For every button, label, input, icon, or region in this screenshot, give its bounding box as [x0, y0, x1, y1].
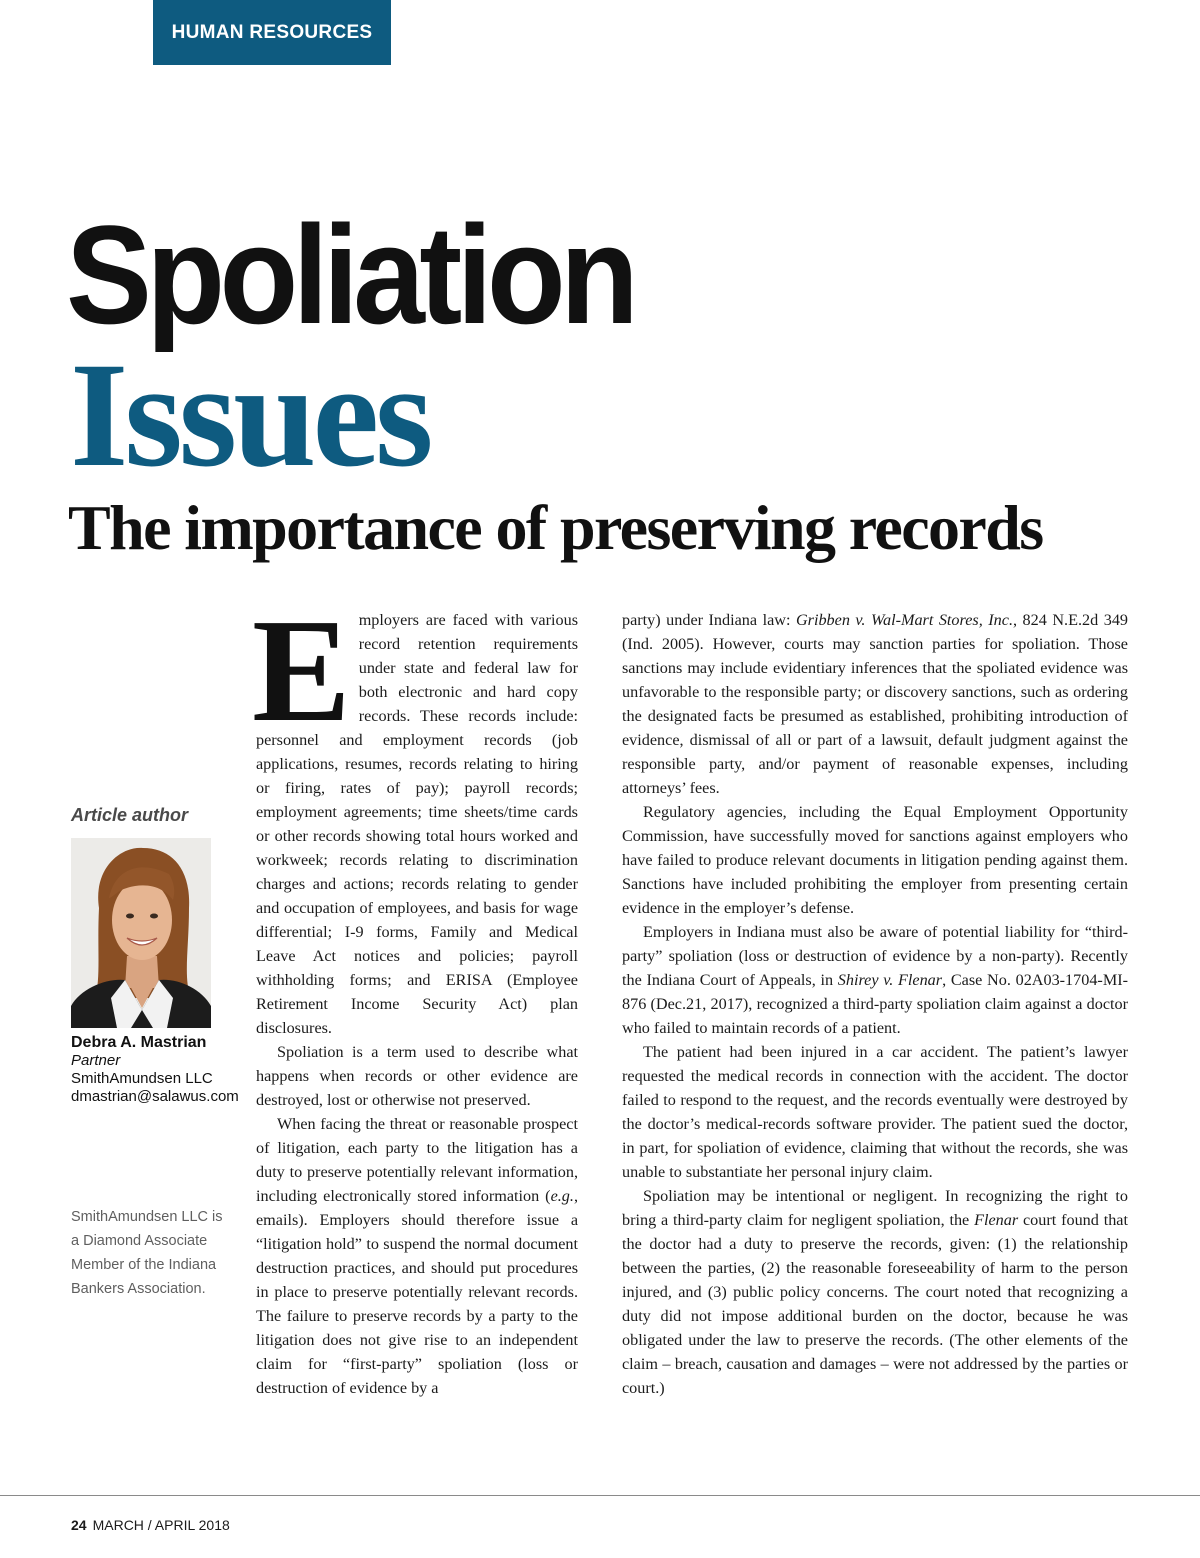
author-photo: [71, 838, 211, 1028]
paragraph: [622, 608, 1128, 800]
case-citation: Shirey v. Flenar: [837, 971, 943, 989]
paragraph-text: , emails). Employers should therefore issue a “litigation hold” to suspend the normal document destruction practices, and should put procedures in place to preserve potentially relevant records. The failure to preserve records by a party to the litigation does not give rise to an independent claim for “first-party” spoliation (loss or destruction of evidence by a: [256, 1187, 578, 1397]
case-citation: Gribben v. Wal-Mart Stores, Inc.: [795, 611, 1013, 629]
paragraph-text: party) under Indiana law:: [622, 611, 796, 629]
issue-date: MARCH / APRIL 2018: [92, 1517, 230, 1533]
paragraph: The patient had been injured in a car accident. The patient’s lawyer requested the medical records in connection with the accident. The doctor failed to respond to the request, and the records eventually were destroyed by the doctor’s medical-records software provider. The patient sued the doctor, in part, for spoliation of evidence, claiming that without the records, she was unable to substantiate her personal injury claim.: [622, 1043, 1128, 1181]
headline-line-2: Issues: [70, 332, 430, 498]
article-column-2: [622, 608, 1128, 1400]
paragraph-text: , Case No. 02A03-1704-MI-876 (Dec.21, 2017), recognized a third-party spoliation claim against a doctor who failed to maintain records of a patient.: [622, 971, 1128, 1037]
author-email[interactable]: dmastrian@salawus.com: [71, 1088, 239, 1105]
author-label: Article author: [71, 805, 189, 825]
paragraph-text: When facing the threat or reasonable prospect of litigation, each party to the litigation has a duty to preserve potentially relevant information, including electronically stored information (: [256, 1115, 578, 1205]
paragraph-text: mployers are faced with various record retention requirements under state and federal law for both electronic and hard copy records. These records include: personnel and employment records (job applications, resumes, records relating to hiring or firing, rates of pay); payroll records; employment agreements; time sheets/time cards or other records showing total hours worked and workweek; records relating to discrimination charges and actions; records relating to gender and occupation of employees, and basis for wage differential; I-9 forms, Family and Medical Leave Act notices and policies; payroll withholding forms; and ERISA (Employee Retirement Income Security Act) plan disclosures.: [256, 611, 578, 1037]
section-tab: HUMAN RESOURCES: [153, 0, 391, 65]
page-number: 24: [71, 1517, 87, 1533]
paragraph-text: Employers in Indiana must also be aware of potential liability for “third-party” spoliation (loss or destruction of evidence by a non-party). Recently the Indiana Court of Appeals, in: [622, 923, 1128, 989]
paragraph-text: court found that the doctor had a duty to preserve the records, given: (1) the relationship between the parties, (2) the reasonable foreseeability of harm to the person injured, and (3) public policy concerns. The court noted that recognizing a duty did not impose additional burden on the doctor, because he was obligated under the law to preserve the records. (The other elements of the claim – breach, causation and damages – were not addressed by the parties or court.): [622, 1211, 1128, 1397]
membership-note: SmithAmundsen LLC is a Diamond Associate Member of the Indiana Bankers Association.: [71, 1209, 223, 1297]
footer-divider: [0, 1495, 1200, 1496]
paragraph: Spoliation is a term used to describe what happens when records or other evidence are destroyed, lost or otherwise not preserved.: [256, 1043, 578, 1109]
author-role: Partner: [71, 1052, 121, 1069]
subtitle: The importance of preserving records: [68, 492, 1043, 563]
paragraph: [252, 589, 578, 1040]
author-portrait-image: [71, 838, 211, 1028]
case-citation: Flenar: [974, 1211, 1019, 1229]
page-footer: [71, 1517, 230, 1533]
paragraph: [622, 1184, 1128, 1400]
headline-line-1: Spoliation: [66, 196, 634, 353]
paragraph: Regulatory agencies, including the Equal Employment Opportunity Commission, have successfully moved for sanctions against employers who have failed to produce relevant documents in litigation pending against them. Sanctions have included prohibiting the employer from presenting certain evidence in the employer’s defense.: [622, 803, 1128, 917]
article-column-1: [252, 589, 578, 1400]
author-name: Debra A. Mastrian: [71, 1034, 207, 1051]
paragraph-text: Spoliation may be intentional or negligent. In recognizing the right to bring a third-party claim for negligent spoliation, the: [622, 1187, 1128, 1229]
italic-text: e.g.: [550, 1187, 574, 1205]
paragraph-text: , 824 N.E.2d 349 (Ind. 2005). However, courts may sanction parties for spoliation. Those sanctions may include evidentiary inferences that the spoliated evidence was unfavorable to the responsible party; or discovery sanctions, such as ordering the designated facts be presumed as established, prohibiting introduction of evidence, dismissal of all or part of a lawsuit, default judgment against the responsible party, and/or payment of reasonable expenses, including attorneys’ fees.: [622, 611, 1129, 797]
author-info: [71, 1034, 239, 1106]
author-firm: SmithAmundsen LLC: [71, 1070, 213, 1087]
paragraph: [622, 920, 1128, 1040]
paragraph: [256, 1112, 578, 1400]
drop-cap: E: [252, 589, 351, 753]
